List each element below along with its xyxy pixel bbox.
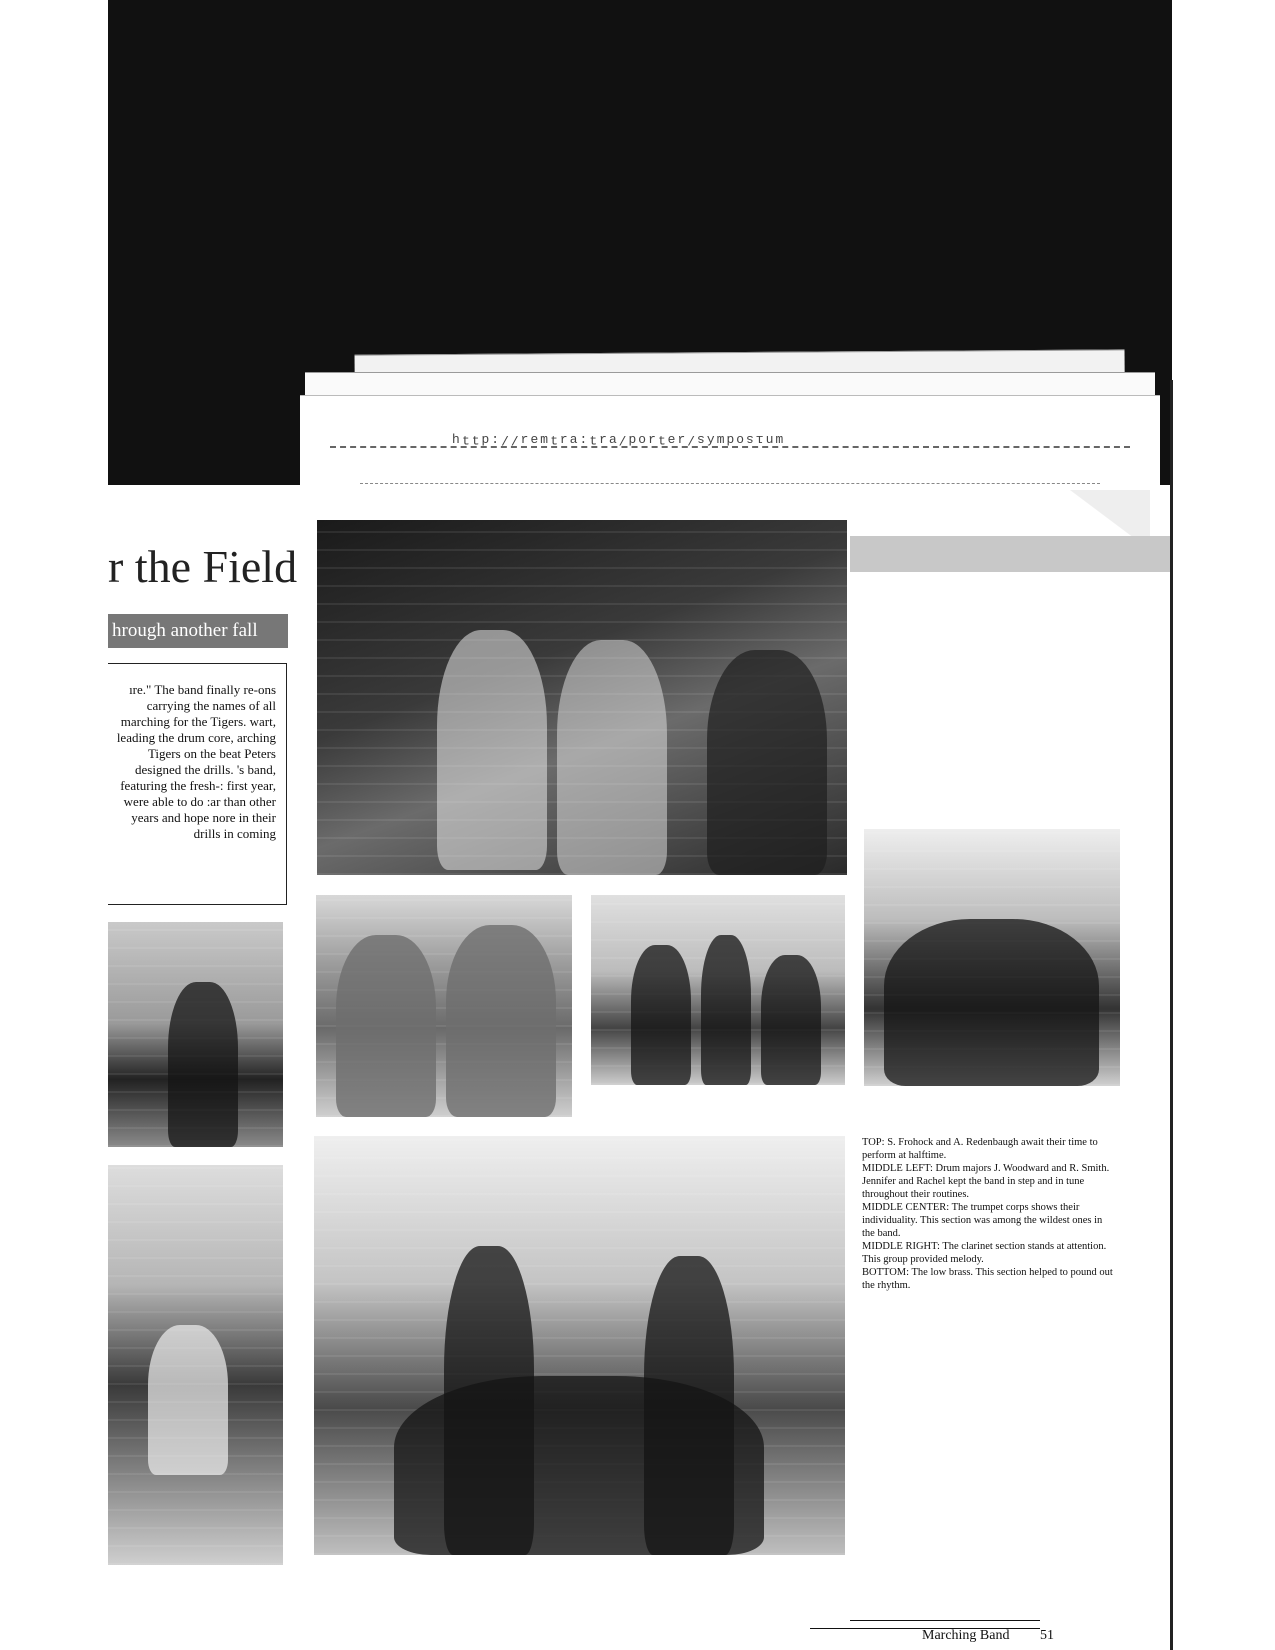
photo-top (317, 520, 847, 875)
photo-captions (862, 1136, 1116, 1292)
footer-rule (850, 1620, 1040, 1621)
photo-clarinet-section (864, 829, 1120, 1086)
upside-down-text: ɯnısodɯʎs/ɹǝʇɹod/ɐɹʇ:ɐɹʇɯǝɹ//:dʇʇɥ (450, 432, 784, 447)
photo-low-brass (314, 1136, 845, 1555)
body-text: ıre." The band finally re-ons carrying the names of all marching for the Tigers. wart, leading the drum core, arching Tigers on the beat Peters designed the drills. 's band, featuring the fresh-: first year, were able to do :ar than other years and hope nore in their drills in coming (116, 682, 276, 841)
footer-section-name: Marching Band (922, 1628, 1010, 1643)
caption-middle-right: MIDDLE RIGHT: The clarinet section stands at attention. This group provided melody. (862, 1241, 1107, 1265)
photo-drum-majors (316, 895, 572, 1117)
page-edge (1170, 380, 1173, 1650)
caption-middle-left: MIDDLE LEFT: Drum majors J. Woodward and R. Smith. Jennifer and Rachel kept the band in step and in tune throughout their routines. (862, 1163, 1110, 1200)
caption-top: TOP: S. Frohock and A. Redenbaugh await their time to perform at halftime. (862, 1137, 1098, 1161)
paper-dash-line (360, 483, 1100, 484)
page-subtitle: hrough another fall (108, 614, 288, 648)
paper-edge (300, 395, 1160, 506)
photo-saxophone (108, 922, 283, 1147)
caption-middle-center: MIDDLE CENTER: The trumpet corps shows their individuality. This section was among the wildest ones in the band. (862, 1202, 1103, 1239)
page-title: r the Field (108, 541, 298, 592)
photo-trumpet-corps (591, 895, 845, 1085)
body-text-box (108, 663, 287, 905)
caption-bottom: BOTTOM: The low brass. This section helped to pound out the rhythm. (862, 1267, 1113, 1291)
photo-flag-corps (108, 1165, 283, 1565)
page-number: 51 (1040, 1628, 1054, 1643)
header-gray-band (850, 536, 1172, 572)
